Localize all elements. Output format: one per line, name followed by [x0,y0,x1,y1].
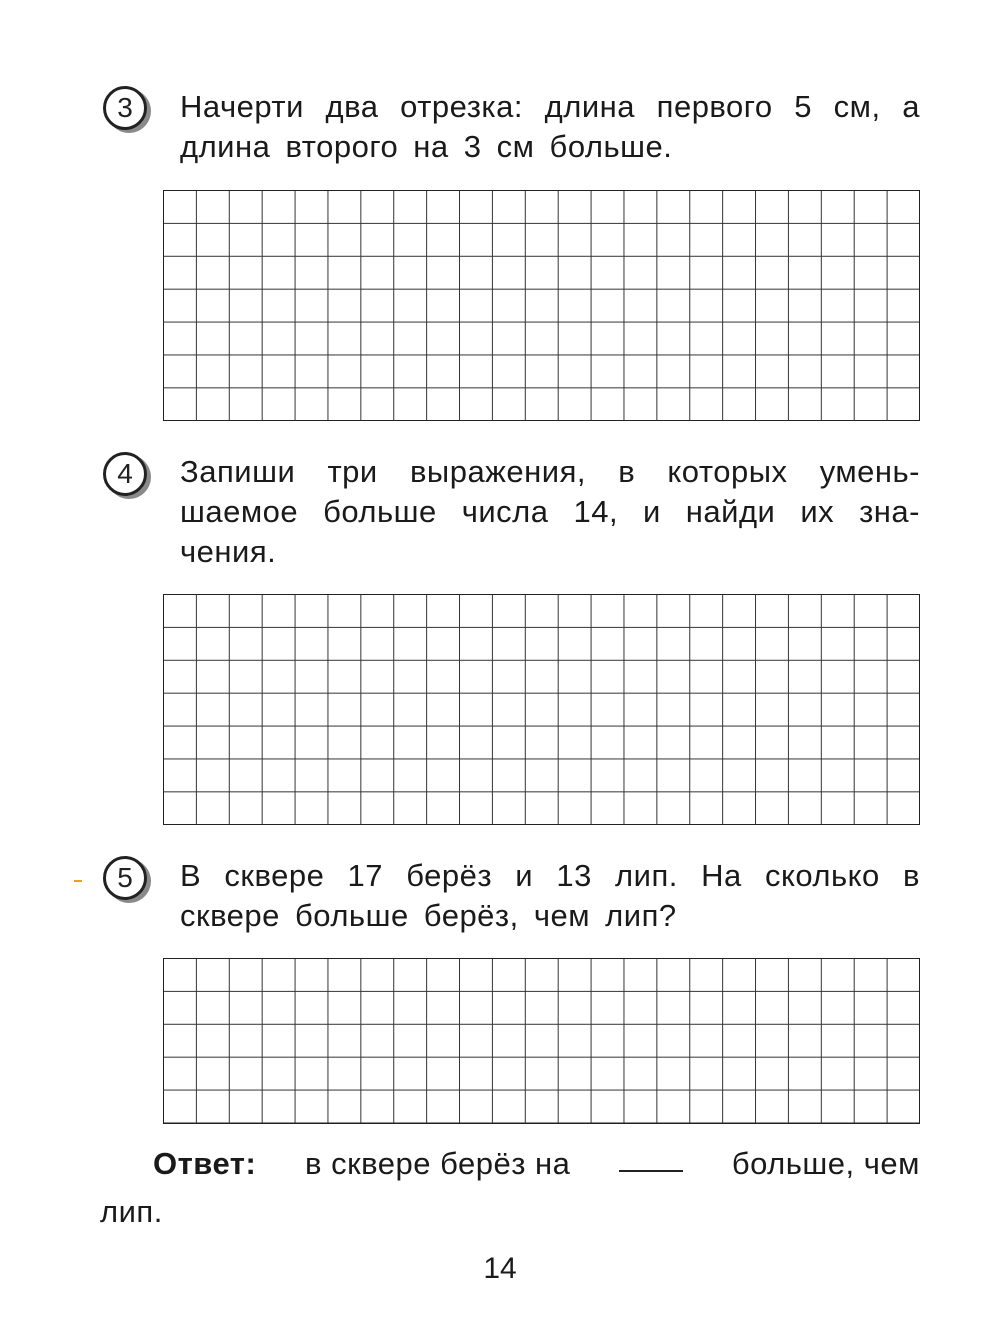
task-text-line: Начерти два отрезка: длина первого 5 см, а [180,89,920,124]
task-text [180,452,920,572]
answer-line [153,1140,920,1188]
answer-block [100,1140,920,1236]
task-text-line: В сквере 17 берёз и 13 лип. На сколько в [180,858,920,893]
page-number: 14 [483,1252,517,1285]
task-number-badge [103,856,147,900]
answer-grid[interactable] [163,594,920,825]
task-number-badge [103,452,147,496]
answer-text-before: в сквере берёз на [305,1146,571,1181]
answer-grid[interactable] [163,190,920,421]
margin-mark [74,880,82,882]
answer-label: Ответ: [153,1146,257,1181]
answer-text-after: больше, чем [731,1146,920,1181]
task-text-line: шаемое больше числа 14, и найди их зна- [180,494,920,529]
task-number: 5 [117,862,133,893]
task-text-line: длина второго на 3 см больше. [180,129,673,164]
task-number: 4 [117,458,133,489]
answer-line-2: лип. [100,1194,163,1229]
answer-blank[interactable] [619,1140,683,1172]
task-text [180,856,920,936]
task-number-badge [103,86,147,130]
task-text-line: сквере больше берёз, чем лип? [180,898,677,933]
task-text-line: Запиши три выражения, в которых умень- [180,454,920,489]
task-number: 3 [117,92,133,123]
task-text [180,87,920,167]
task-text-line: чения. [180,534,277,569]
answer-grid[interactable] [163,958,920,1124]
